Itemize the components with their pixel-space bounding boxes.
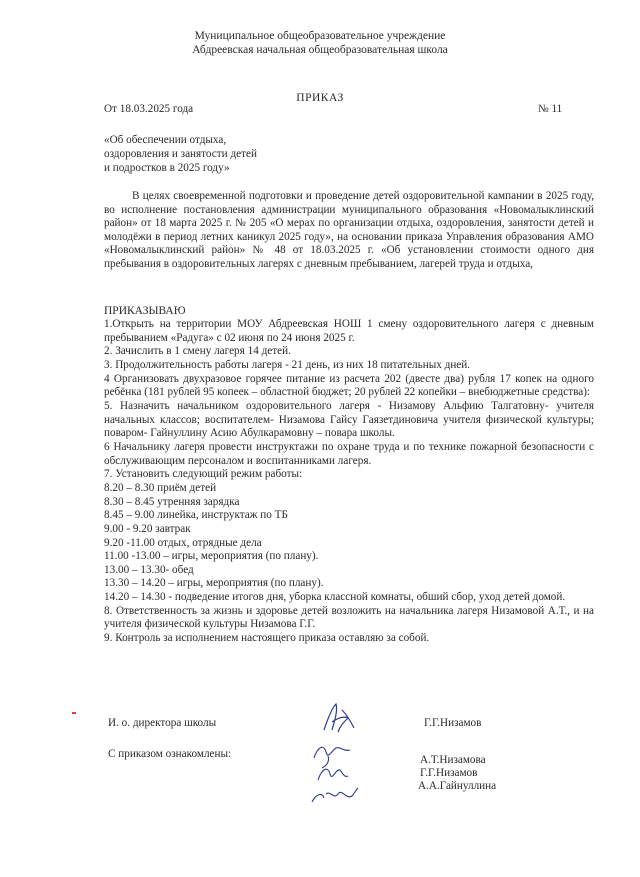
document-title: ПРИКАЗ [296,92,344,104]
list-item: 13.00 – 13.30- обед [104,563,194,576]
acquainted-name-2: Г.Г.Низамов [420,767,478,779]
list-item: 2. Зачислить в 1 смену лагеря 14 детей. [104,345,291,358]
order-word: ПРИКАЗЫВАЮ [104,305,186,317]
acquainted-name-3: А.А.Гайнуллина [418,780,497,792]
order-items-list [104,318,594,646]
document-number: № 11 [538,103,563,115]
list-item: 13.30 – 14.20 – игры, мероприятия (по плану). [104,577,324,590]
list-item: 9.00 - 9.20 завтрак [104,522,191,535]
list-item: 3. Продолжительность работы лагеря - 21 день, из них 18 питательных дней. [104,358,471,371]
list-item: 9. Контроль за исполнением настоящего приказа оставляю за собой. [104,632,430,645]
subject-line-1: «Об обеспечении отдыха, [104,134,227,146]
list-item: 1.Открыть на территории МОУ Абдреевская НОШ 1 смену оздоровительного лагеря с дневным пребыванием «Радуга» с 02 июня по 24 июня 2025 г. [104,318,594,344]
document-date: От 18.03.2025 года [104,103,194,115]
list-item: 8. Ответственность за жизнь и здоровье детей возложить на начальника лагеря Низамовой А.Т., и на учителя физической культуры Низамова Г.Г. [104,604,594,631]
preamble-paragraph: В целях своевременной подготовки и проведение детей оздоровительной кампании в 2025 году, во исполнение постановления администрации муниципального образования «Новомалыклинский район» от 18 марта 2025 г. № 205 «О мерах по организации отдыха, оздоровления, занятости детей и молодёжи в период летних каникул 2025 году», на основании приказа Управления образования АМО «Новомалыклинский район» № 48 от 18.03.2025 г. «Об установлении стоимости одного дня пребывания в оздоровительных лагерях с дневным пребыванием, лагерей труда и отдыха, [104,190,594,270]
list-item: 14.20 – 14.30 - подведение итогов дня, уборка классной комнаты, обший сбор, уход детей домой. [104,591,566,604]
director-signature [318,700,360,736]
list-item: 11.00 -13.00 – игры, мероприятия (по плану). [104,550,319,563]
list-item: 9.20 -11.00 отдых, отрядные дела [104,536,262,549]
acquainted-name-1: А.Т.Низамова [420,754,486,766]
list-item: 8.30 – 8.45 утренняя зарядка [104,495,240,508]
list-item: 6 Начальнику лагеря провести инструктажи по охране труда и по технике пожарной безопасности с обслуживающим персоналом и воспитанниками лагеря. [104,440,594,467]
list-item: 5. Назначить начальником оздоровительного лагеря - Низамову Альфию Талгатовну- учителя начальных классов; воспитателем- Низамова Гайсу Гаязетдиновича учителя физической культуры; поваром- Гайнуллину Асию Абулкарамовну – повара школы. [104,399,594,440]
signatory-name: Г.Г.Низамов [424,717,482,729]
acquainted-label: С приказом ознакомлены: [108,748,232,760]
list-item: 8.20 – 8.30 приём детей [104,481,217,494]
subject-line-2: оздоровления и занятости детей [104,148,257,160]
signatory-position: И. о. директора школы [108,717,217,729]
org-line-1: Муниципальное общеобразовательное учреждение [194,30,446,42]
list-item: 8.45 – 9.00 линейка, инструктаж по ТБ [104,509,288,522]
subject-line-3: и подростков в 2025 году» [104,162,230,174]
list-item: 4 Организовать двухразовое горячее питание из расчета 202 (двесте два) рубля 17 копек на одного ребёнка (181 рублей 95 копеек – областной бюджет; 20 рублей 22 копейки – внебюджетные средства): [104,372,594,399]
list-item: 7. Установить следующий режим работы: [104,468,303,481]
acquainted-signatures [306,738,366,808]
red-mark [72,712,76,714]
org-line-2: Абдреевская начальная общеобразовательная школа [192,44,448,56]
